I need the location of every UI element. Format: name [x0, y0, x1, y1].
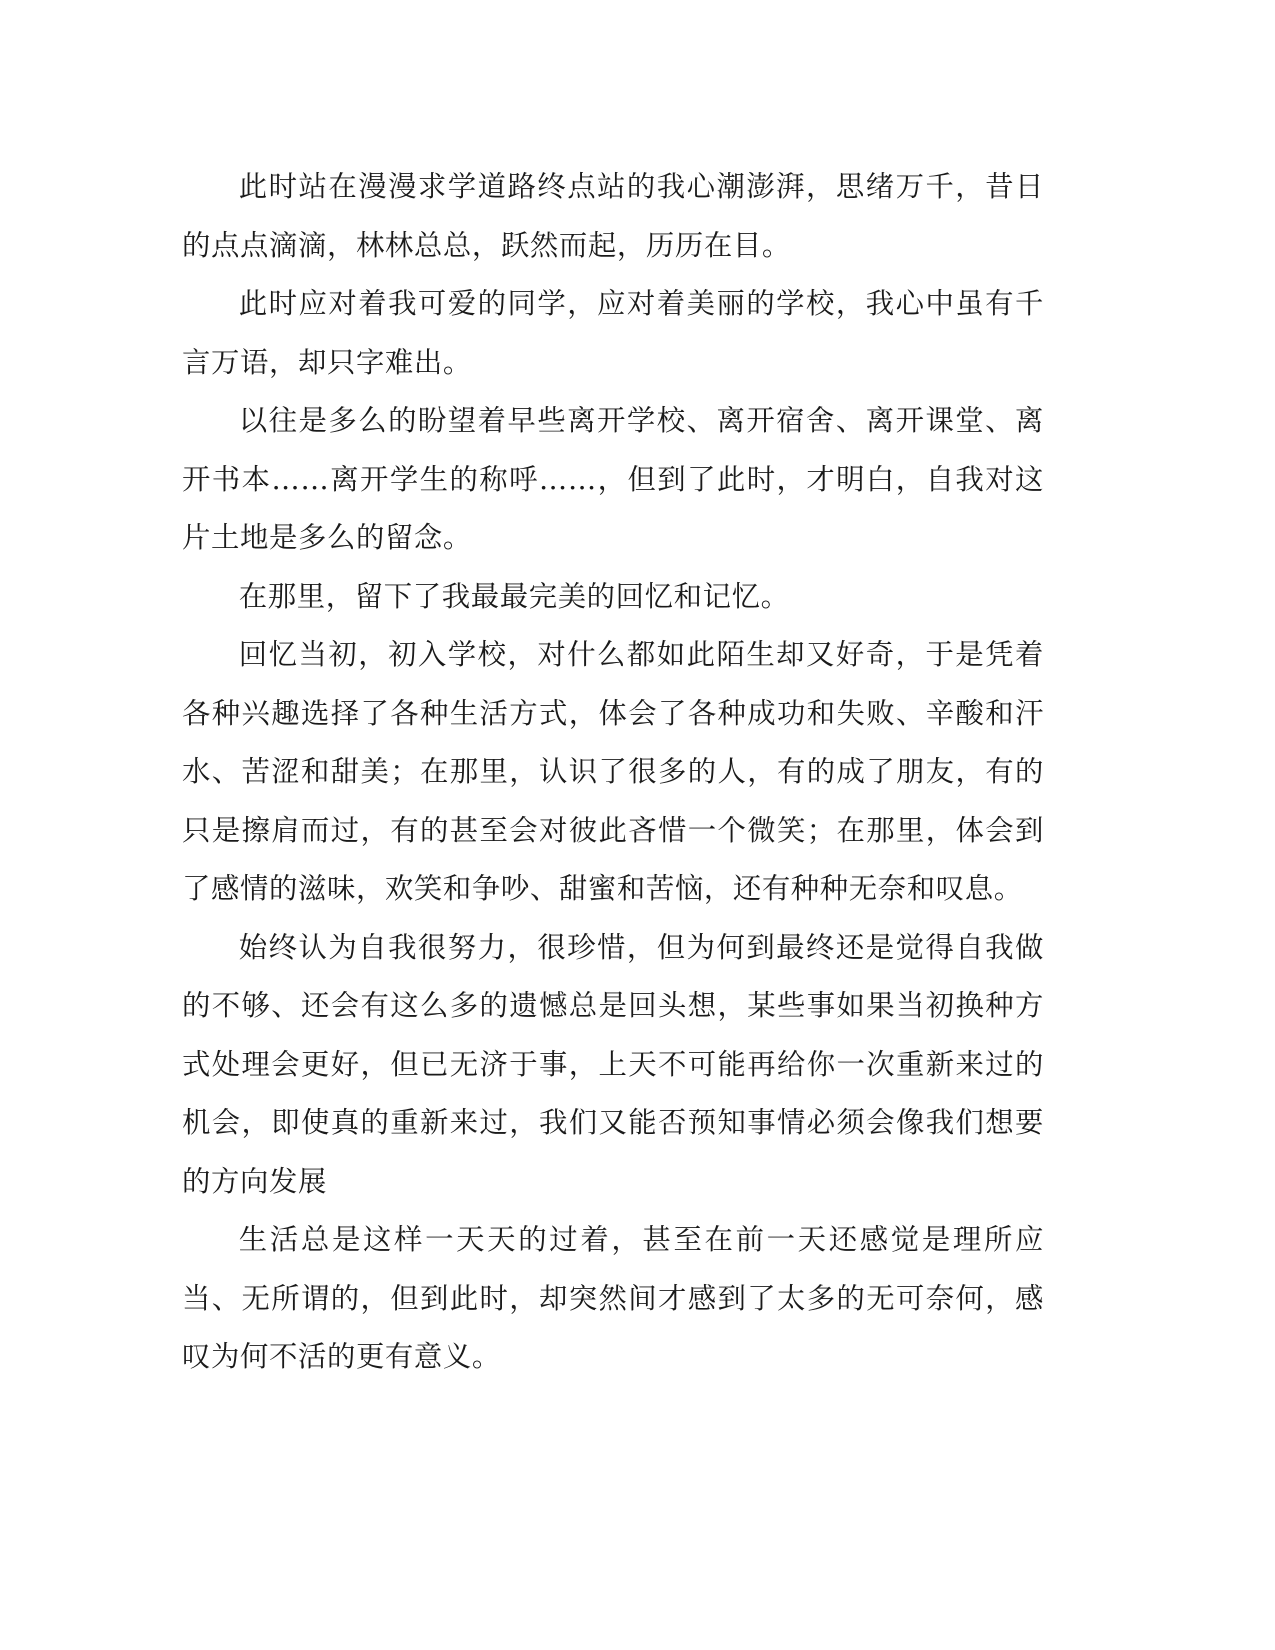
paragraph-1: 此时站在漫漫求学道路终点站的我心潮澎湃，思绪万千，昔日的点点滴滴，林林总总，跃然而起，历历在目。 [182, 170, 1044, 262]
paragraph-7: 生活总是这样一天天的过着，甚至在前一天还感觉是理所应当、无所谓的，但到此时，却突然间才感到了太多的无可奈何，感叹为何不活的更有意义。 [182, 1223, 1044, 1373]
paragraph-2: 此时应对着我可爱的同学，应对着美丽的学校，我心中虽有千言万语，却只字难出。 [182, 287, 1044, 379]
document-body [182, 158, 1044, 1387]
paragraph-5: 回忆当初，初入学校，对什么都如此陌生却又好奇，于是凭着各种兴趣选择了各种生活方式，体会了各种成功和失败、辛酸和汗水、苦涩和甜美；在那里，认识了很多的人，有的成了朋友，有的只是擦肩而过，有的甚至会对彼此吝惜一个微笑；在那里，体会到了感情的滋味，欢笑和争吵、甜蜜和苦恼，还有种种无奈和叹息。 [182, 638, 1044, 905]
paragraph-4: 在那里，留下了我最最完美的回忆和记忆。 [238, 579, 790, 613]
paragraph-3: 以往是多么的盼望着早些离开学校、离开宿舍、离开课堂、离开书本……离开学生的称呼……，但到了此时，才明白，自我对这片土地是多么的留念。 [182, 404, 1044, 554]
paragraph-6: 始终认为自我很努力，很珍惜，但为何到最终还是觉得自我做的不够、还会有这么多的遗憾总是回头想，某些事如果当初换种方式处理会更好，但已无济于事，上天不可能再给你一次重新来过的机会，即使真的重新来过，我们又能否预知事情必须会像我们想要的方向发展 [182, 930, 1044, 1198]
